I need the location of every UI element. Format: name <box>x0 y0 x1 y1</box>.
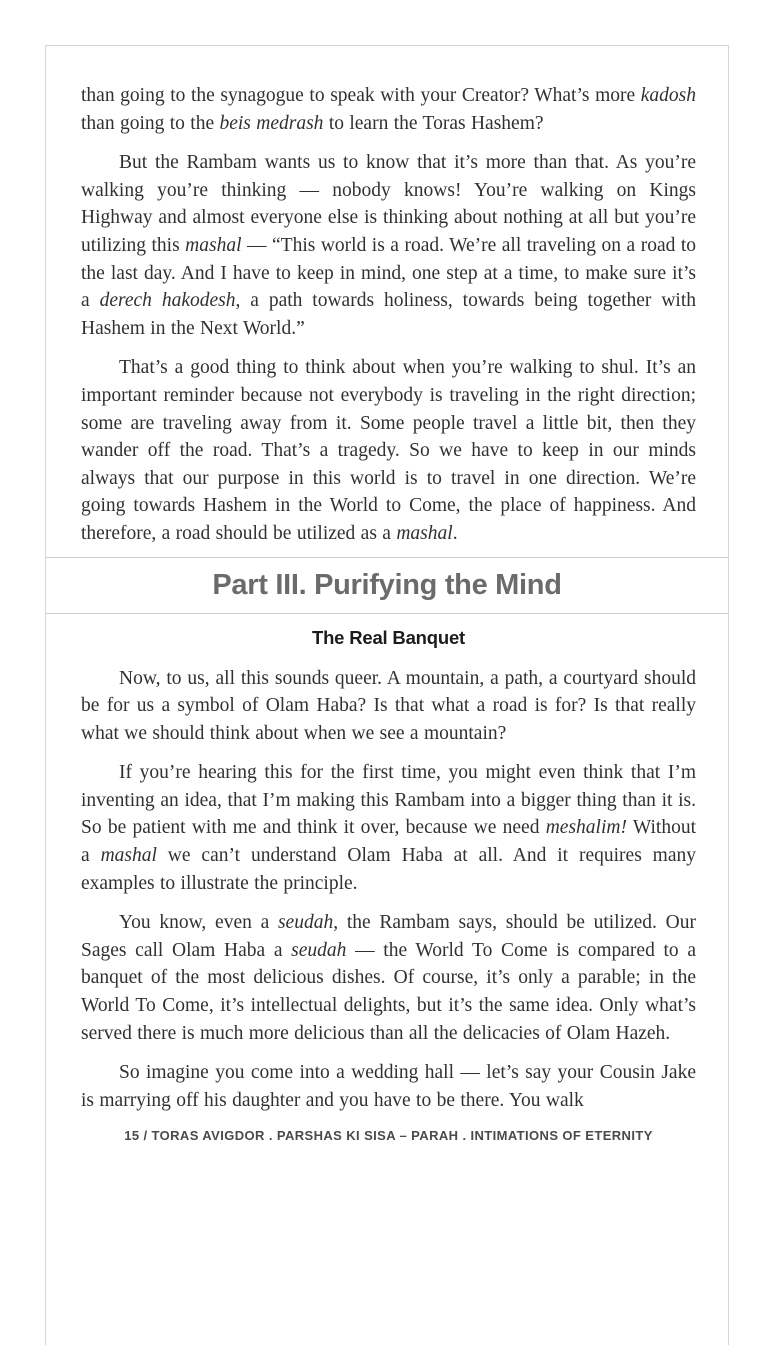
page-card <box>45 45 729 1345</box>
page-footer: 15 / TORAS AVIGDOR . PARSHAS KI SISA – PARAH . INTIMATIONS OF ETERNITY <box>124 1128 653 1144</box>
section-header-band <box>46 557 728 614</box>
subsection-title: The Real Banquet <box>311 626 466 648</box>
paragraph: Now, to us, all this sounds queer. A mountain, a path, a courtyard should be for us a symbol of Olam Haba? Is that what a road is for? Is that really what we should think about when we see a mountain? <box>81 667 696 744</box>
paragraph: You know, even a seudah, the Rambam says, should be utilized. Our Sages call Olam Haba a seudah — the World To Come is compared to a banquet of the most delicious dishes. Of course, it’s only a parable; in the World To Come, it’s intellectual delights, but it’s the same idea. Only what’s served there is much more delicious than all the delicacies of Olam Hazeh. <box>81 912 696 1044</box>
paragraph: than going to the synagogue to speak with your Creator? What’s more kadosh than going to the beis medrash to learn the Toras Hashem? <box>81 85 696 134</box>
section-title: Part III. Purifying the Mind <box>212 568 562 601</box>
content-section-bottom <box>46 614 728 1144</box>
paragraph: But the Rambam wants us to know that it’s more than that. As you’re walking you’re thinking — nobody knows! You’re walking on Kings Highway and almost everyone else is thinking about nothing at all but you’re utilizing this mashal — “This world is a road. We’re all traveling on a road to the last day. And I have to keep in mind, one step at a time, to make sure it’s a derech hakodesh, a path towards holiness, towards being together with Hashem in the Next World.” <box>81 152 697 339</box>
paragraph: So imagine you come into a wedding hall — let’s say your Cousin Jake is marrying off his daughter and you have to be there. You walk <box>81 1062 696 1111</box>
paragraph: If you’re hearing this for the first time, you might even think that I’m inventing an idea, that I’m making this Rambam into a bigger thing than it is. So be patient with me and think it over, because we need meshalim! Without a mashal we can’t understand Olam Haba at all. And it requires many examples to illustrate the principle. <box>81 762 697 894</box>
content-section-top <box>46 46 728 557</box>
paragraph: That’s a good thing to think about when you’re walking to shul. It’s an important reminder because not everybody is traveling in the right direction; some are traveling away from it. Some people travel a little bit, then they wander off the road. That’s a tragedy. So we have to keep in our minds always that our purpose in this world is to travel in one direction. We’re going towards Hashem in the World to Come, the place of happiness. And therefore, a road should be utilized as a mashal. <box>81 357 696 544</box>
